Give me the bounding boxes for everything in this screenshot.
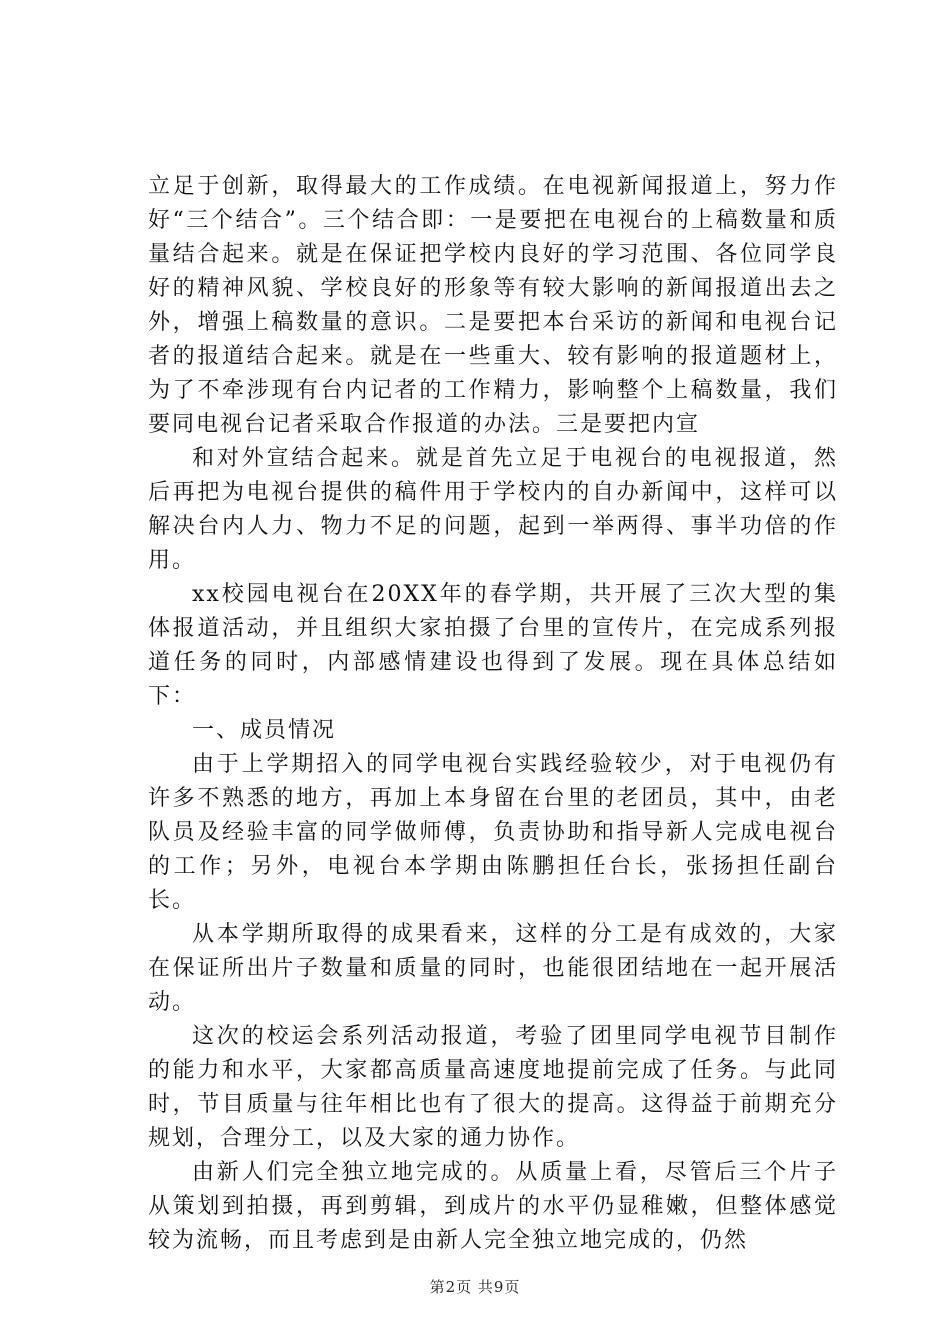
paragraph-5: 由于上学期招入的同学电视台实践经验较少，对于电视仍有许多不熟悉的地方，再加上本身留在台里的老团员，其中，由老队员及经验丰富的同学做师傅，负责协助和指导新人完成电视台的工作；另外，电视台本学期由陈鹏担任台长，张扬担任副台长。 [148,752,838,913]
paragraph-2: 和对外宣结合起来。就是首先立足于电视台的电视报道，然后再把为电视台提供的稿件用于学校内的自办新闻中，这样可以解决台内人力、物力不足的问题，起到一举两得、事半功倍的作用。 [148,446,838,573]
paragraph-8: 由新人们完全独立地完成的。从质量上看，尽管后三个片子从策划到拍摄，再到剪辑，到成片的水平仍显稚嫩，但整体感觉较为流畅，而且考虑到是由新人完全独立地完成的，仍然 [148,1160,838,1253]
paragraph-3: xx校园电视台在20XX年的春学期，共开展了三次大型的集体报道活动，并且组织大家拍摄了台里的宣传片，在完成系列报道任务的同时，内部感情建设也得到了发展。现在具体总结如下： [148,582,838,709]
paragraph-1: 立足于创新，取得最大的工作成绩。在电视新闻报道上，努力作好“三个结合”。三个结合即：一是要把在电视台的上稿数量和质量结合起来。就是在保证把学校内良好的学习范围、各位同学良好的精神风貌、学校良好的形象等有较大影响的新闻报道出去之外，增强上稿数量的意识。二是要把本台采访的新闻和电视台记者的报道结合起来。就是在一些重大、较有影响的报道题材上，为了不牵涉现有台内记者的工作精力，影响整个上稿数量，我们要同电视台记者采取合作报道的办法。三是要把内宣 [148,174,838,437]
paragraph-6: 从本学期所取得的成果看来，这样的分工是有成效的，大家在保证所出片子数量和质量的同时，也能很团结地在一起开展活动。 [148,922,838,1015]
document-body [148,170,838,1258]
page-number-footer: 第2页 共9页 [429,1278,521,1296]
section-heading-members: 一、成员情况 [192,718,337,743]
paragraph-7: 这次的校运会系列活动报道，考验了团里同学电视节目制作的能力和水平，大家都高质量高速度地提前完成了任务。与此同时，节目质量与往年相比也有了很大的提高。这得益于前期充分规划，合理分工，以及大家的通力协作。 [148,1024,838,1151]
